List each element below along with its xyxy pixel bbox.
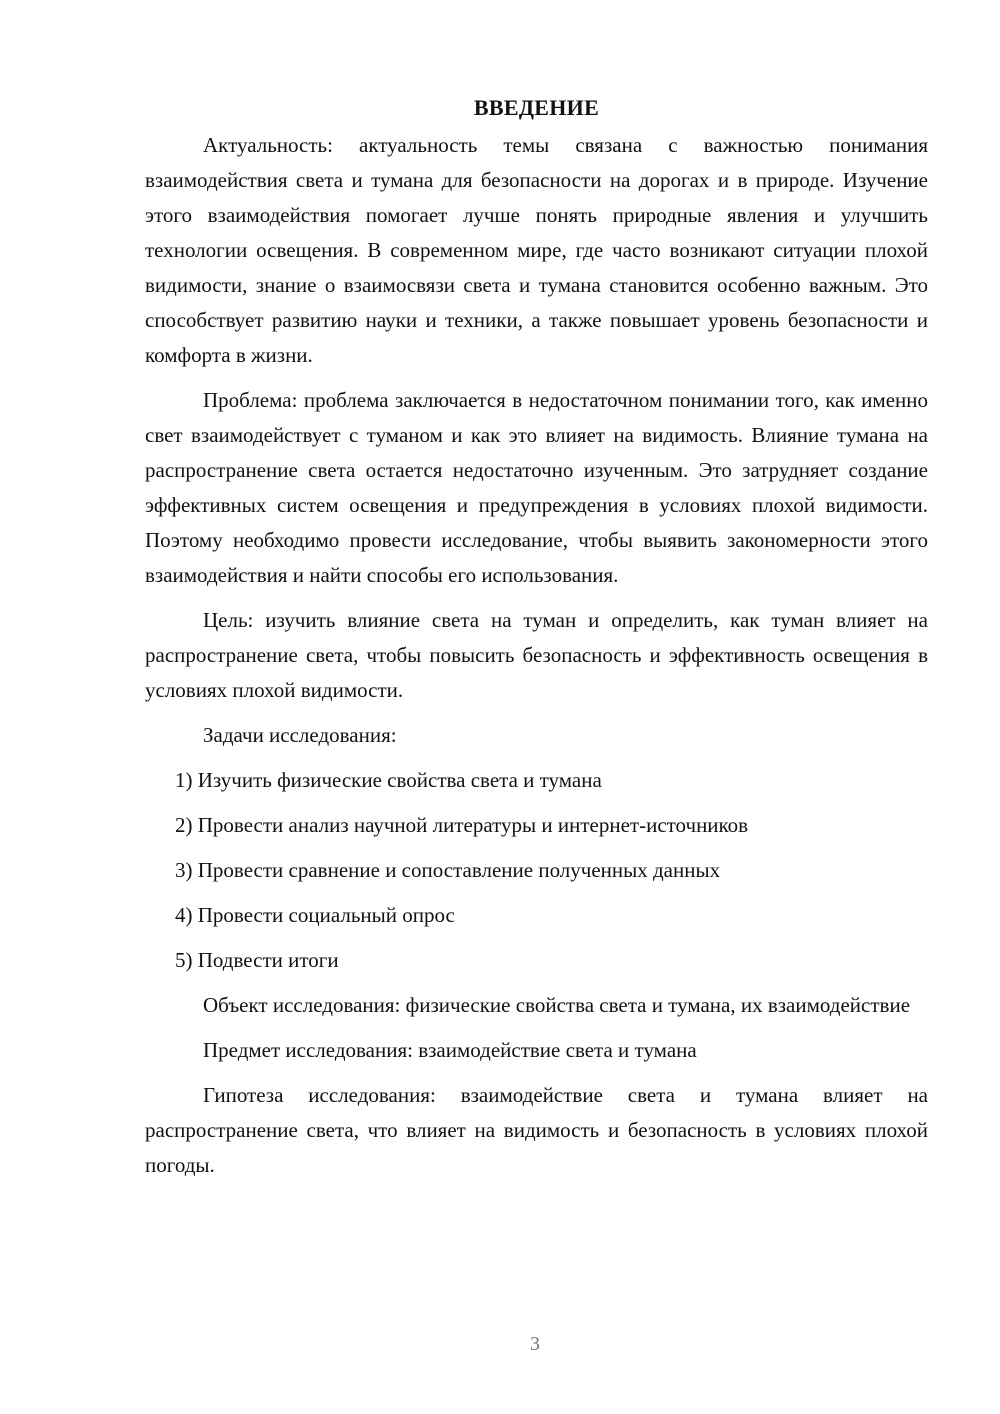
page-number: 3 (530, 1333, 540, 1355)
problem-paragraph: Проблема: проблема заключается в недостаточном понимании того, как именно свет взаимодействует с туманом и как это влияет на видимость. Влияние тумана на распространение света остается недостаточно изученным. Это затрудняет создание эффективных систем освещения и предупреждения в условиях плохой видимости. Поэтому необходимо провести исследование, чтобы выявить закономерности этого взаимодействия и найти способы его использования. (145, 388, 928, 587)
task-item: 2) Провести анализ научной литературы и интернет-источников (175, 813, 749, 837)
goal-paragraph: Цель: изучить влияние света на туман и определить, как туман влияет на распространение света, чтобы повысить безопасность и эффективность освещения в условиях плохой видимости. (145, 608, 928, 702)
document-page (145, 92, 928, 1193)
task-item: 1) Изучить физические свойства света и тумана (175, 768, 602, 792)
tasks-heading: Задачи исследования: (203, 723, 397, 747)
object-paragraph: Объект исследования: физические свойства света и тумана, их взаимодействие (203, 993, 911, 1017)
hypothesis-paragraph: Гипотеза исследования: взаимодействие света и тумана влияет на распространение света, что влияет на видимость и безопасность в условиях плохой погоды. (145, 1083, 928, 1177)
relevance-paragraph: Актуальность: актуальность темы связана с важностью понимания взаимодействия света и тумана для безопасности на дорогах и в природе. Изучение этого взаимодействия помогает лучше понять природные явления и улучшить технологии освещения. В современном мире, где часто возникают ситуации плохой видимости, знание о взаимосвязи света и тумана становится особенно важным. Это способствует развитию науки и техники, а также повышает уровень безопасности и комфорта в жизни. (145, 133, 928, 367)
task-item: 4) Провести социальный опрос (175, 903, 455, 927)
tasks-list (145, 763, 928, 978)
task-item: 3) Провести сравнение и сопоставление полученных данных (175, 858, 721, 882)
task-item: 5) Подвести итоги (175, 948, 339, 972)
page-title: ВВЕДЕНИЕ (473, 95, 600, 120)
subject-paragraph: Предмет исследования: взаимодействие света и тумана (203, 1038, 697, 1062)
